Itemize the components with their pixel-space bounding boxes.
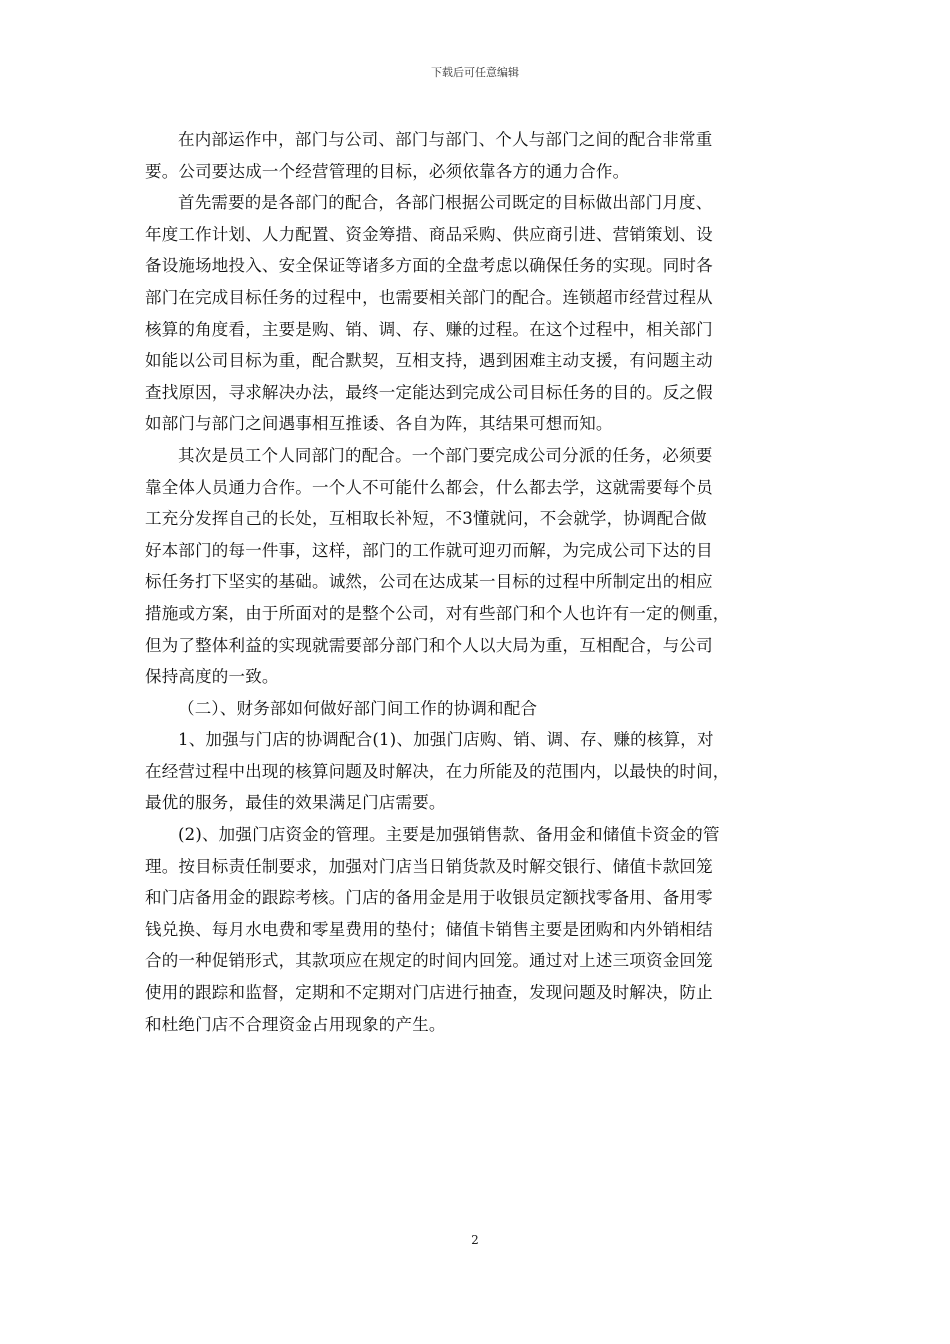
section-heading: （二）、财务部如何做好部门间工作的协调和配合 [178,698,538,718]
page-number: 2 [471,1233,479,1247]
paragraph-intro: 在内部运作中，部门与公司、部门与部门、个人与部门之间的配合非常重 要。公司要达成一个经营管理的目标，必须依靠各方的通力合作。 [145,130,713,181]
paragraph-store-funds: (2)、加强门店资金的管理。主要是加强销售款、备用金和储值卡资金的管 理。按目标责任制要求，加强对门店当日销货款及时解交银行、储值卡款回笼 和门店备用金的跟踪考核。门店的备用金是用于收银员定额找零备用、备用零 钱兑换、每月水电费和零星费用的垫付；储值卡销售主要是团购和内外销相结 合的一种促销形式，其款项应在规定的时间内回笼。通过对上述三项资金回笼 使用的跟踪和监督，定期和不定期对门店进行抽查，发现问题及时解决，防止 和杜绝门店不合理资金占用现象的产生。 [145,825,720,1034]
paragraph-store-coordination: 1、加强与门店的协调配合(1)、加强门店购、销、调、存、赚的核算，对 在经营过程中出现的核算问题及时解决，在力所能及的范围内，以最快的时间， 最优的服务，最佳的效果满足门店需要。 [145,730,730,813]
paragraph-employee-cooperation: 其次是员工个人同部门的配合。一个部门要完成公司分派的任务，必须要 靠全体人员通力合作。一个人不可能什么都会，什么都去学，这就需要每个员 工充分发挥自己的长处，互相取长补短，不3懂就问，不会就学，协调配合做 好本部门的每一件事，这样，部门的工作就可迎刃而解，为完成公司下达的目 标任务打下坚实的基础。诚然，公司在达成某一目标的过程中所制定出的相应 措施或方案，由于所面对的是整个公司，对有些部门和个人也许有一定的侧重， 但为了整体利益的实现就需要部分部门和个人以大局为重，互相配合，与公司 保持高度的一致。 [145,445,730,687]
document-body [145,124,810,1040]
paragraph-department-cooperation: 首先需要的是各部门的配合，各部门根据公司既定的目标做出部门月度、 年度工作计划、人力配置、资金筹措、商品采购、供应商引进、营销策划、设 备设施场地投入、安全保证等诸多方面的全盘考虑以确保任务的实现。同时各 部门在完成目标任务的过程中，也需要相关部门的配合。连锁超市经营过程从 核算的角度看，主要是购、销、调、存、赚的过程。在这个过程中，相关部门 如能以公司目标为重，配合默契，互相支持，遇到困难主动支援，有问题主动 查找原因，寻求解决办法，最终一定能达到完成公司目标任务的目的。反之假 如部门与部门之间遇事相互推诿、各自为阵，其结果可想而知。 [145,193,713,434]
page-header: 下载后可任意编辑 [431,66,519,79]
